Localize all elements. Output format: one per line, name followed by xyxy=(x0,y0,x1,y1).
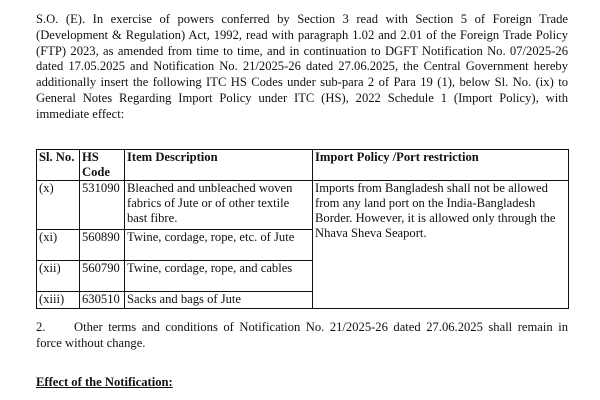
sl-no-cell: (xi) xyxy=(37,230,80,261)
description-cell: Sacks and bags of Jute xyxy=(125,292,313,309)
header-sl-no: Sl. No. xyxy=(37,150,80,181)
itc-hs-table xyxy=(36,149,569,309)
hs-code-cell: 630510 xyxy=(80,292,125,309)
header-item-description: Item Description xyxy=(125,150,313,181)
hs-code-cell: 531090 xyxy=(80,181,125,230)
hs-code-cell: 560790 xyxy=(80,261,125,292)
paragraph-2-text: Other terms and conditions of Notification No. 21/2025-26 dated 27.06.2025 shall remain in force without change. xyxy=(36,320,568,350)
description-cell: Twine, cordage, rope, and cables xyxy=(125,261,313,292)
table-row xyxy=(37,181,569,230)
paragraph-2-number: 2. xyxy=(36,320,46,334)
sl-no-cell: (x) xyxy=(37,181,80,230)
sl-no-cell: (xiii) xyxy=(37,292,80,309)
hs-code-cell: 560890 xyxy=(80,230,125,261)
policy-cell: Imports from Bangladesh shall not be allowed from any land port on the India-Bangladesh Border. However, it is allowed only through the Nhava Sheva Seaport. xyxy=(313,181,569,309)
sl-no-cell: (xii) xyxy=(37,261,80,292)
header-import-policy: Import Policy /Port restriction xyxy=(313,150,569,181)
description-cell: Twine, cordage, rope, etc. of Jute xyxy=(125,230,313,261)
paragraph-2 xyxy=(36,320,568,352)
header-hs-code: HS Code xyxy=(80,150,125,181)
table-header-row xyxy=(37,150,569,181)
description-cell: Bleached and unbleached woven fabrics of Jute or of other textile bast fibre. xyxy=(125,181,313,230)
effect-heading: Effect of the Notification: xyxy=(36,375,173,389)
intro-paragraph: S.O. (E). In exercise of powers conferred by Section 3 read with Section 5 of Foreign Trade (Development & Regulation) Act, 1992, read with paragraph 1.02 and 2.01 of the Foreign Trade Policy (FTP) 2023, as amended from time to time, and in continuation to DGFT Notification No. 07/2025-26 dated 17.05.2025 and Notification No. 21/2025-26 dated 27.06.2025, the Central Government hereby additionally insert the following ITC HS Codes under sub-para 2 of Para 19 (1), below Sl. No. (ix) to General Notes Regarding Import Policy under ITC (HS), 2022 Schedule 1 (Import Policy), with immediate effect: xyxy=(36,12,568,121)
